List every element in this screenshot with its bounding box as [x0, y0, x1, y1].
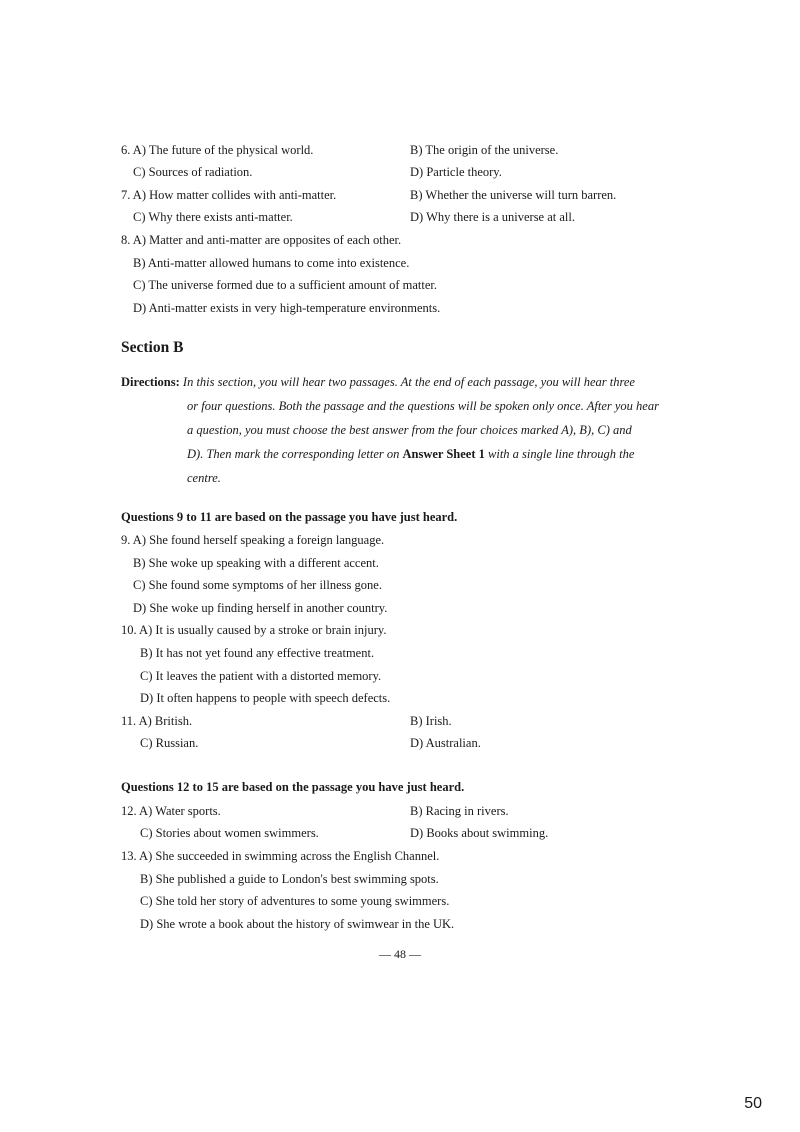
q13-option-c: C) She told her story of adventures to some young swimmers.	[140, 894, 450, 908]
directions-line-1: In this section, you will hear two passages. At the end of each passage, you will hear three	[182, 375, 635, 389]
q12-option-c: C) Stories about women swimmers.	[140, 826, 319, 840]
q6-option-a: 6. A) The future of the physical world.	[121, 143, 314, 157]
answer-sheet-label: Answer Sheet 1	[402, 447, 485, 461]
q13-option-b: B) She published a guide to London's best swimming spots.	[140, 872, 439, 886]
q11-option-a: 11. A) British.	[121, 714, 193, 728]
q6-option-d: D) Particle theory.	[410, 165, 502, 179]
group-1-header: Questions 9 to 11 are based on the passage you have just heard.	[121, 510, 458, 524]
q11-option-c: C) Russian.	[140, 736, 199, 750]
q6-option-b: B) The origin of the universe.	[410, 143, 559, 157]
section-b-title: Section B	[121, 339, 184, 356]
q11-option-b: B) Irish.	[410, 714, 452, 728]
directions-line-2: or four questions. Both the passage and the questions will be spoken only once. After you hear	[187, 399, 659, 413]
q8-option-a: 8. A) Matter and anti-matter are opposites of each other.	[121, 233, 402, 247]
group-2-header: Questions 12 to 15 are based on the passage you have just heard.	[121, 780, 465, 794]
q12-option-b: B) Racing in rivers.	[410, 804, 509, 818]
q9-option-d: D) She woke up finding herself in another country.	[133, 601, 388, 615]
q7-option-d: D) Why there is a universe at all.	[410, 210, 575, 224]
corner-page-number: 50	[744, 1095, 762, 1112]
q13-option-a: 13. A) She succeeded in swimming across the English Channel.	[121, 849, 440, 863]
q7-option-c: C) Why there exists anti-matter.	[133, 210, 293, 224]
q8-option-d: D) Anti-matter exists in very high-temperature environments.	[133, 301, 441, 315]
directions-line-3: a question, you must choose the best answer from the four choices marked A), B), C) and	[187, 423, 632, 437]
q11-option-d: D) Australian.	[410, 736, 481, 750]
q10-option-d: D) It often happens to people with speech defects.	[140, 691, 391, 705]
directions-line-4: D). Then mark the corresponding letter on Answer Sheet 1 with a single line through the	[187, 447, 635, 461]
q12-option-d: D) Books about swimming.	[410, 826, 549, 840]
directions-label: Directions:	[121, 375, 180, 389]
page-number: — 48 —	[379, 947, 421, 961]
q10-option-c: C) It leaves the patient with a distorted memory.	[140, 669, 382, 683]
q8-option-b: B) Anti-matter allowed humans to come into existence.	[133, 256, 410, 270]
q10-option-b: B) It has not yet found any effective treatment.	[140, 646, 375, 660]
q10-option-a: 10. A) It is usually caused by a stroke or brain injury.	[121, 623, 387, 637]
directions-line-5: centre.	[187, 471, 221, 485]
q7-option-b: B) Whether the universe will turn barren.	[410, 188, 617, 202]
q6-option-c: C) Sources of radiation.	[133, 165, 253, 179]
q8-option-c: C) The universe formed due to a sufficient amount of matter.	[133, 278, 437, 292]
q9-option-a: 9. A) She found herself speaking a foreign language.	[121, 533, 385, 547]
q13-option-d: D) She wrote a book about the history of swimwear in the UK.	[140, 917, 455, 931]
q9-option-b: B) She woke up speaking with a different accent.	[133, 556, 379, 570]
q12-option-a: 12. A) Water sports.	[121, 804, 221, 818]
q7-option-a: 7. A) How matter collides with anti-matter.	[121, 188, 337, 202]
q9-option-c: C) She found some symptoms of her illness gone.	[133, 578, 382, 592]
